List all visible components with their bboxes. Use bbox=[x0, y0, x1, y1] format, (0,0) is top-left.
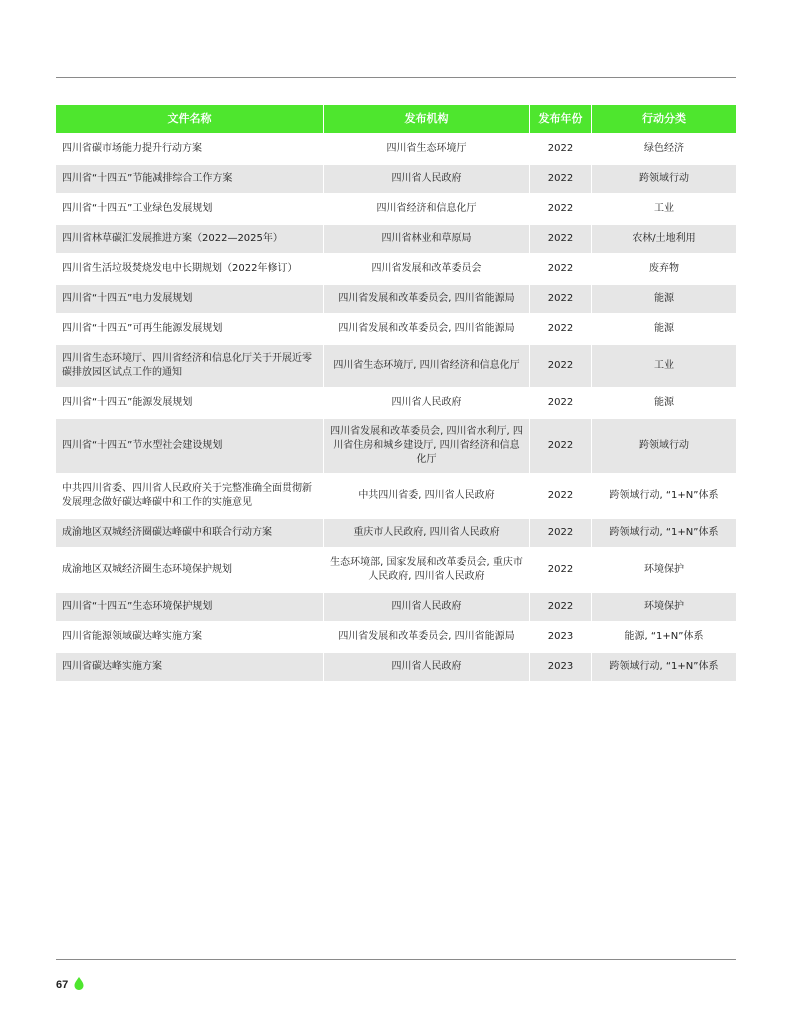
cell-year: 2023 bbox=[530, 621, 592, 651]
cell-org: 四川省人民政府 bbox=[324, 163, 530, 193]
cell-year: 2022 bbox=[530, 133, 592, 163]
cell-name: 四川省林草碳汇发展推进方案（2022—2025年） bbox=[56, 223, 324, 253]
cell-category: 跨领域行动, “1+N”体系 bbox=[592, 517, 736, 547]
table-row bbox=[56, 193, 736, 223]
page-number: 67 bbox=[56, 978, 69, 991]
cell-year: 2022 bbox=[530, 193, 592, 223]
cell-year: 2022 bbox=[530, 223, 592, 253]
table-row bbox=[56, 133, 736, 163]
cell-category: 工业 bbox=[592, 343, 736, 387]
cell-org: 四川省发展和改革委员会, 四川省能源局 bbox=[324, 621, 530, 651]
cell-name: 四川省“十四五”节能减排综合工作方案 bbox=[56, 163, 324, 193]
cell-org: 四川省发展和改革委员会, 四川省能源局 bbox=[324, 283, 530, 313]
cell-name: 中共四川省委、四川省人民政府关于完整准确全面贯彻新发展理念做好碳达峰碳中和工作的实施意见 bbox=[56, 473, 324, 517]
cell-org: 四川省林业和草原局 bbox=[324, 223, 530, 253]
header-document-name: 文件名称 bbox=[56, 105, 324, 133]
cell-year: 2022 bbox=[530, 517, 592, 547]
cell-year: 2022 bbox=[530, 547, 592, 591]
cell-year: 2022 bbox=[530, 313, 592, 343]
cell-name: 成渝地区双城经济圈生态环境保护规划 bbox=[56, 547, 324, 591]
cell-category: 能源 bbox=[592, 313, 736, 343]
table-row bbox=[56, 517, 736, 547]
cell-org: 四川省发展和改革委员会, 四川省能源局 bbox=[324, 313, 530, 343]
cell-name: 四川省生活垃圾焚烧发电中长期规划（2022年修订） bbox=[56, 253, 324, 283]
table-row bbox=[56, 343, 736, 387]
cell-name: 成渝地区双城经济圈碳达峰碳中和联合行动方案 bbox=[56, 517, 324, 547]
cell-year: 2022 bbox=[530, 473, 592, 517]
cell-year: 2022 bbox=[530, 387, 592, 417]
cell-org: 中共四川省委, 四川省人民政府 bbox=[324, 473, 530, 517]
cell-org: 四川省人民政府 bbox=[324, 591, 530, 621]
cell-org: 生态环境部, 国家发展和改革委员会, 重庆市人民政府, 四川省人民政府 bbox=[324, 547, 530, 591]
cell-year: 2022 bbox=[530, 253, 592, 283]
cell-year: 2022 bbox=[530, 417, 592, 473]
cell-category: 环境保护 bbox=[592, 591, 736, 621]
cell-year: 2022 bbox=[530, 591, 592, 621]
cell-org: 四川省发展和改革委员会 bbox=[324, 253, 530, 283]
cell-name: 四川省碳达峰实施方案 bbox=[56, 651, 324, 681]
table-row bbox=[56, 387, 736, 417]
table-row bbox=[56, 163, 736, 193]
header-issuing-body: 发布机构 bbox=[324, 105, 530, 133]
cell-category: 跨领域行动 bbox=[592, 163, 736, 193]
cell-category: 废弃物 bbox=[592, 253, 736, 283]
cell-name: 四川省碳市场能力提升行动方案 bbox=[56, 133, 324, 163]
table-row bbox=[56, 313, 736, 343]
cell-org: 四川省生态环境厅, 四川省经济和信息化厅 bbox=[324, 343, 530, 387]
cell-year: 2022 bbox=[530, 343, 592, 387]
cell-org: 四川省人民政府 bbox=[324, 651, 530, 681]
cell-org: 四川省人民政府 bbox=[324, 387, 530, 417]
table-row bbox=[56, 223, 736, 253]
cell-name: 四川省“十四五”能源发展规划 bbox=[56, 387, 324, 417]
table-row bbox=[56, 417, 736, 473]
table-row bbox=[56, 473, 736, 517]
cell-name: 四川省生态环境厅、四川省经济和信息化厅关于开展近零碳排放园区试点工作的通知 bbox=[56, 343, 324, 387]
leaf-icon bbox=[74, 975, 84, 994]
header-year: 发布年份 bbox=[530, 105, 592, 133]
cell-category: 跨领域行动, “1+N”体系 bbox=[592, 473, 736, 517]
cell-category: 能源, “1+N”体系 bbox=[592, 621, 736, 651]
cell-org: 四川省发展和改革委员会, 四川省水利厅, 四川省住房和城乡建设厅, 四川省经济和信息化厅 bbox=[324, 417, 530, 473]
table-row bbox=[56, 283, 736, 313]
cell-year: 2023 bbox=[530, 651, 592, 681]
cell-year: 2022 bbox=[530, 283, 592, 313]
cell-category: 工业 bbox=[592, 193, 736, 223]
page-footer bbox=[56, 975, 84, 994]
cell-name: 四川省“十四五”节水型社会建设规划 bbox=[56, 417, 324, 473]
cell-category: 农林/土地利用 bbox=[592, 223, 736, 253]
cell-name: 四川省“十四五”可再生能源发展规划 bbox=[56, 313, 324, 343]
cell-year: 2022 bbox=[530, 163, 592, 193]
cell-org: 重庆市人民政府, 四川省人民政府 bbox=[324, 517, 530, 547]
cell-name: 四川省“十四五”生态环境保护规划 bbox=[56, 591, 324, 621]
bottom-rule bbox=[56, 959, 736, 960]
cell-org: 四川省生态环境厅 bbox=[324, 133, 530, 163]
cell-category: 环境保护 bbox=[592, 547, 736, 591]
cell-category: 跨领域行动, “1+N”体系 bbox=[592, 651, 736, 681]
table-row bbox=[56, 651, 736, 681]
top-rule bbox=[56, 77, 736, 78]
cell-category: 跨领域行动 bbox=[592, 417, 736, 473]
cell-name: 四川省“十四五”工业绿色发展规划 bbox=[56, 193, 324, 223]
cell-category: 绿色经济 bbox=[592, 133, 736, 163]
policy-table bbox=[56, 105, 736, 681]
table-row bbox=[56, 547, 736, 591]
table-row bbox=[56, 621, 736, 651]
header-category: 行动分类 bbox=[592, 105, 736, 133]
table-row bbox=[56, 253, 736, 283]
cell-name: 四川省“十四五”电力发展规划 bbox=[56, 283, 324, 313]
table-row bbox=[56, 591, 736, 621]
cell-name: 四川省能源领域碳达峰实施方案 bbox=[56, 621, 324, 651]
cell-category: 能源 bbox=[592, 283, 736, 313]
cell-category: 能源 bbox=[592, 387, 736, 417]
table-header-row bbox=[56, 105, 736, 133]
cell-org: 四川省经济和信息化厅 bbox=[324, 193, 530, 223]
